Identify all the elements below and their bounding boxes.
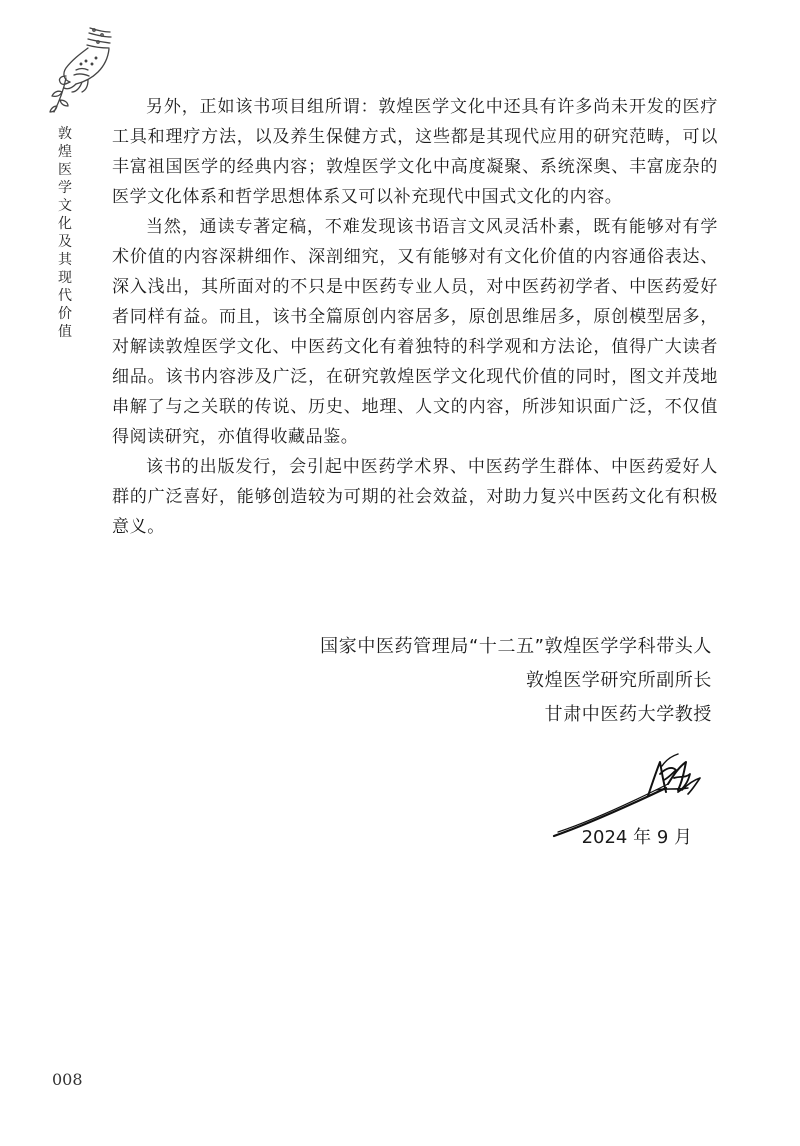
paragraph: 该书的出版发行，会引起中医药学术界、中医药学生群体、中医药爱好人群的广泛喜好，能够创造较为可期的社会效益，对助力复兴中医药文化有积极意义。 (112, 457, 718, 537)
author-title-line: 甘肃中医药大学教授 (544, 704, 712, 725)
paragraph: 当然，通读专著定稿，不难发现该书语言文风灵活朴素，既有能够对有学术价值的内容深耕细作、深剖细究，又有能够对有文化价值的内容通俗表达、深入浅出，其所面对的不只是中医药专业人员，对中医药初学者、中医药爱好者同样有益。而且，该书全篇原创内容居多，原创思维居多，原创模型居多，对解读敦煌医学文化、中医药文化有着独特的科学观和方法论，值得广大读者细品。该书内容涉及广泛，在研究敦煌医学文化现代价值的同时，图文并茂地串解了与之关联的传说、历史、地理、人文的内容，所涉知识面广泛，不仅值得阅读研究，亦值得收藏品鉴。 (112, 217, 718, 447)
author-title-line: 敦煌医学研究所副所长 (526, 670, 712, 691)
main-body (112, 92, 718, 542)
paragraph: 另外，正如该书项目组所谓：敦煌医学文化中还具有许多尚未开发的医疗工具和理疗方法，以及养生保健方式，这些都是其现代应用的研究范畴，可以丰富祖国医学的经典内容；敦煌医学文化中高度凝聚、系统深奥、丰富庞杂的医学文化体系和哲学思想体系又可以补充现代中国式文化的内容。 (112, 97, 718, 207)
signature-date: 2024 年 9 月 (581, 827, 692, 848)
author-title-line: 国家中医药管理局“十二五”敦煌医学学科带头人 (320, 636, 712, 657)
hand-holding-herb-icon (46, 20, 116, 116)
signature-block (320, 630, 712, 732)
running-title: 敦煌医学文化及其现代价值 (58, 126, 72, 340)
page-number: 008 (52, 1070, 83, 1089)
